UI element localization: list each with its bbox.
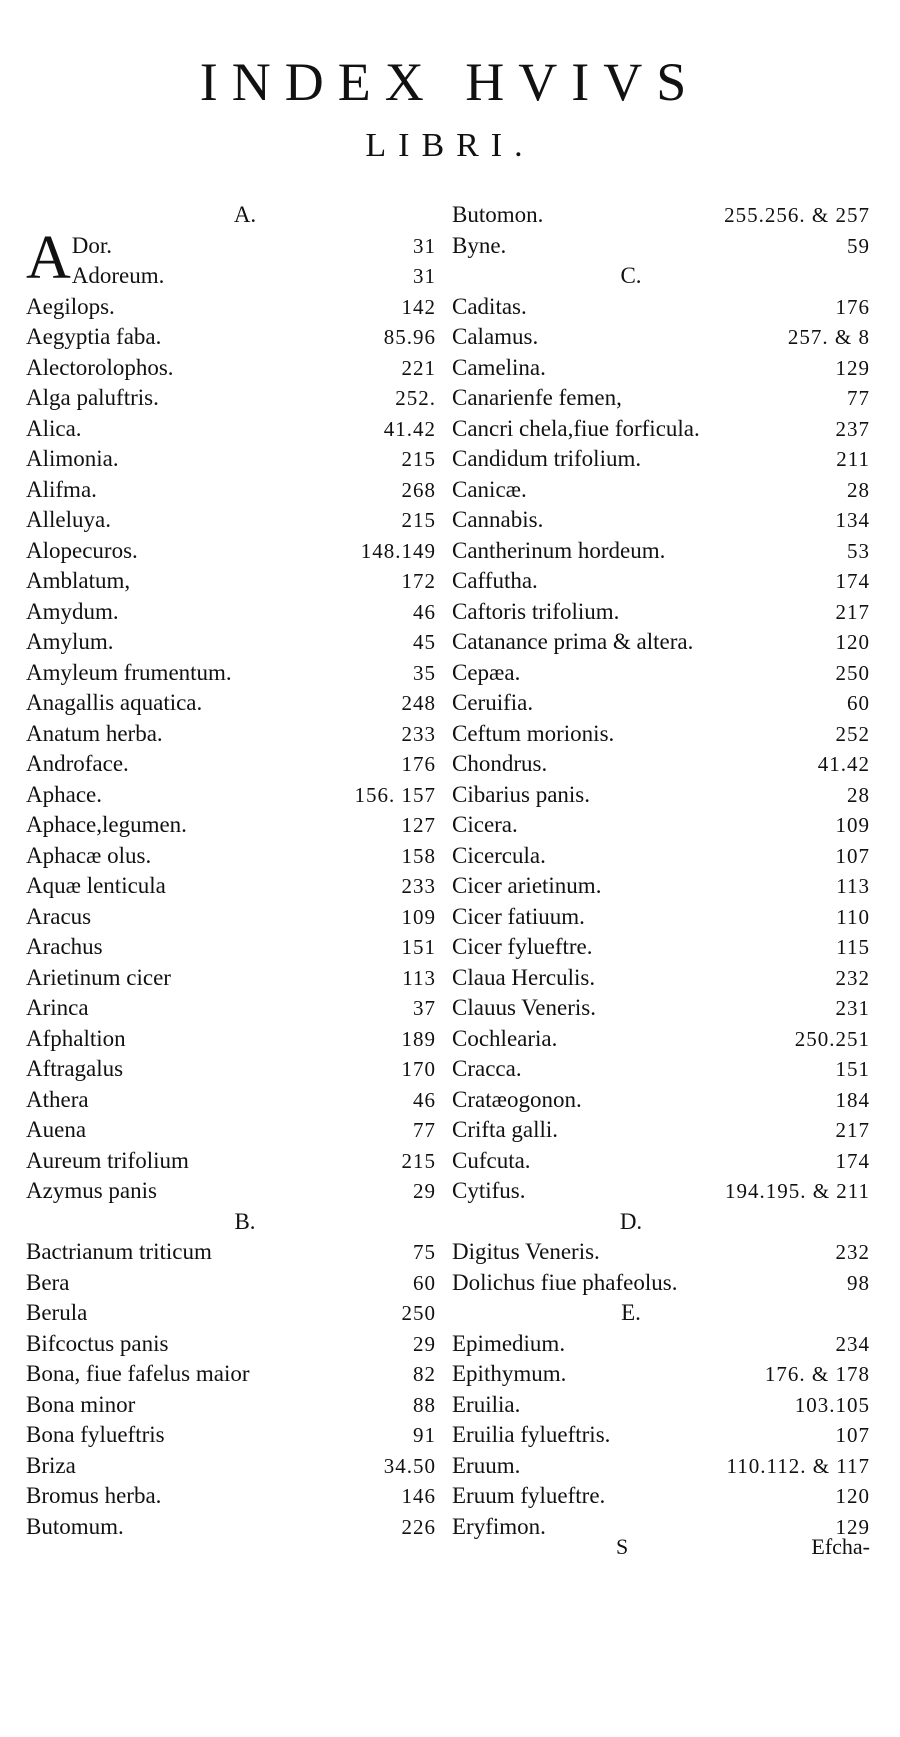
entry-term: Cicercula. [452,842,546,868]
entry-term: Cepæa. [452,659,521,685]
index-entry [26,1481,436,1512]
entry-term: Cicer arietinum. [452,873,602,898]
index-entry [452,1237,870,1268]
entry-page: 41.42 [383,416,436,441]
entry-page: 226 [401,1514,436,1539]
entry-term: Cannabis. [452,507,544,532]
entry-page: 217 [835,1118,870,1142]
entry-term: Berula [26,1300,88,1325]
entry-page: 176 [835,294,870,319]
entry-page: 113 [402,965,436,990]
index-entry [26,1115,436,1146]
entry-page: 77 [413,1118,436,1142]
entry-term: Alopecuros. [26,537,138,563]
section-heading-d: D. [619,1208,643,1234]
entry-term: Camelina. [452,354,546,380]
index-entry [26,658,436,689]
entry-page: 189 [401,1026,436,1051]
index-entry [452,780,870,811]
index-entry [26,505,436,536]
entry-page: 174 [835,1148,870,1173]
index-entry [26,1420,436,1451]
entry-term: Afphaltion [26,1025,126,1051]
entry-page: 31 [413,264,436,288]
index-entry [26,1054,436,1085]
entry-page: 60 [413,1270,436,1295]
entry-term: Chondrus. [452,751,548,776]
index-entry [452,231,870,262]
entry-list [452,200,870,261]
entry-page: 151 [835,1057,870,1081]
drop-cap-initial: A [26,223,71,292]
entry-page: 250 [401,1301,436,1325]
index-entry [452,1481,870,1512]
index-entry [452,1451,870,1482]
entry-page: 129 [835,1514,870,1539]
index-entry [452,1390,870,1421]
entry-term: Cochlearia. [452,1025,558,1051]
index-entry [26,444,436,475]
entry-term: Aureum trifolium [26,1147,189,1173]
index-entry [452,688,870,719]
index-entry [452,536,870,567]
index-entry [452,292,870,323]
entry-term: Dolichus fiue phafeolus. [452,1269,678,1295]
entry-page: 29 [413,1331,436,1356]
entry-page: 233 [401,721,436,746]
entry-term: Cancri chela,fiue forficula. [452,415,700,441]
entry-term: Claua Herculis. [452,964,596,990]
entry-page: 234 [835,1331,870,1356]
entry-term: Eruum. [452,1452,521,1478]
entry-term: Bactrianum triticum [26,1239,212,1264]
entry-page: 37 [413,996,436,1020]
entry-page: 211 [836,447,870,471]
entry-page: 250.251 [794,1026,870,1051]
index-entry [26,1085,436,1116]
page-title: INDEX HVIVS [199,52,701,112]
index-entry [452,1176,870,1207]
entry-term: Arinca [26,995,89,1020]
entry-term: Alectorolophos. [26,354,174,380]
entry-page: 35 [413,660,436,685]
entry-page: 29 [413,1179,436,1203]
entry-term: Caftoris trifolium. [452,598,620,624]
entry-term: Ceruifia. [452,690,534,715]
index-entry [452,200,870,231]
index-column-left [26,200,436,1542]
entry-page: 174 [835,569,870,593]
entry-page: 158 [401,843,436,868]
index-entry [26,414,436,445]
entry-term: Alleluya. [26,507,111,532]
entry-term: Eruilia fylueftris. [452,1422,611,1447]
entry-page: 115 [836,935,870,959]
entry-term: Canarienfe femen, [452,385,622,410]
index-entry [452,1420,870,1451]
entry-term: Catanance prima & altera. [452,629,694,654]
entry-term: Aphace,legumen. [26,812,187,837]
index-entry [26,353,436,384]
entry-term: Aquæ lenticula [26,873,166,898]
index-entry [452,1146,870,1177]
entry-page: 250 [835,660,870,685]
entry-page: 248 [401,691,436,715]
entry-term: Epithymum. [452,1361,567,1386]
entry-page: 237 [835,416,870,441]
index-entry [26,1024,436,1055]
entry-page: 268 [401,477,436,502]
page-subtitle: LIBRI. [365,127,535,164]
entry-term: Alimonia. [26,446,119,471]
index-entry [26,1298,436,1329]
entry-term: Eruum fylueftre. [452,1483,606,1508]
entry-term: Aegyptia faba. [26,324,162,349]
entry-term: Calamus. [452,324,539,349]
index-entry [26,597,436,628]
entry-term: Aracus [26,903,92,929]
entry-term: Candidum trifolium. [452,446,642,471]
index-entry [452,749,870,780]
entry-term: Auena [26,1117,87,1142]
entry-page: 232 [835,1240,870,1264]
entry-page: 215 [401,447,436,471]
entry-page: 252. [395,386,436,410]
index-entry [26,1176,436,1207]
index-entry [26,993,436,1024]
entry-page: 172 [401,569,436,593]
entry-term: Caditas. [452,293,527,319]
entry-term: Cytifus. [452,1178,526,1203]
entry-term: Amyleum frumentum. [26,659,232,685]
entry-term: Aegilops. [26,293,115,319]
index-entry [26,780,436,811]
entry-term: Athera [26,1086,89,1112]
index-entry [26,475,436,506]
index-entry [26,1451,436,1482]
index-entry [26,810,436,841]
index-entry [452,627,870,658]
index-entry [452,719,870,750]
entry-term: Bona fylueftris [26,1422,165,1447]
entry-page: 110.112. & 117 [726,1453,870,1478]
entry-page: 255.256. & 257 [724,203,870,227]
entry-page: 109 [401,904,436,929]
index-entry [26,322,436,353]
entry-page: 231 [835,996,870,1020]
index-entry [452,810,870,841]
entry-page: 109 [835,813,870,837]
index-entry [452,841,870,872]
section-heading-c: C. [620,263,642,288]
index-entry [452,993,870,1024]
index-entry [452,1115,870,1146]
entry-page: 103.105 [794,1392,870,1417]
entry-term: Dor. [71,232,113,258]
entry-term: Butomon. [452,202,544,227]
entry-term: Aphace. [26,781,102,807]
entry-list [452,1237,870,1298]
entry-term: Cufcuta. [452,1147,531,1173]
entry-page: 75 [413,1240,436,1264]
entry-term: Crifta galli. [452,1117,559,1142]
entry-term: Eruilia. [452,1391,521,1417]
entry-term: Butomum. [26,1513,124,1539]
entry-page: 170 [401,1057,436,1081]
index-column-right [452,200,870,1542]
entry-term: Bera [26,1269,70,1295]
entry-term: Amblatum, [26,568,131,593]
entry-term: Cicer fylueftre. [452,934,593,959]
entry-term: Byne. [452,232,507,258]
entry-list [452,1329,870,1543]
entry-term: Alifma. [26,476,97,502]
entry-page: 221 [401,355,436,380]
index-entry [452,322,870,353]
catchword: Efcha- [811,1534,870,1559]
index-entry [452,353,870,384]
index-entry [452,1329,870,1360]
entry-term: Aphacæ olus. [26,842,152,868]
entry-term: Cantherinum hordeum. [452,537,666,563]
index-entry [26,566,436,597]
index-entry [452,505,870,536]
entry-page: 215 [401,508,436,532]
index-entry [26,627,436,658]
entry-term: Alica. [26,415,82,441]
entry-term: Arietinum cicer [26,964,171,990]
entry-page: 28 [847,477,870,502]
entry-page: 151 [401,935,436,959]
index-entry [72,261,436,292]
index-entry [452,1268,870,1299]
index-entry [452,932,870,963]
entry-term: Alga paluftris. [26,385,159,410]
entry-page: 113 [836,874,870,898]
entry-term: Anatum herba. [26,720,163,746]
entry-term: Cracca. [452,1056,522,1081]
entry-term: Amydum. [26,598,119,624]
entry-term: Azymus panis [26,1178,157,1203]
entry-page: 60 [847,691,870,715]
entry-term: Bona minor [26,1391,136,1417]
entry-page: 46 [413,599,436,624]
index-entry [452,566,870,597]
entry-term: Aftragalus [26,1056,124,1081]
index-entry [26,1512,436,1543]
index-entry [452,1085,870,1116]
signature-mark: S [616,1534,629,1559]
entry-list [26,1237,436,1542]
entry-page: 53 [847,538,870,563]
index-entry [26,536,436,567]
entry-list [452,292,870,1207]
index-entry [26,1237,436,1268]
index-entry [452,475,870,506]
entry-page: 232 [835,965,870,990]
entry-page: 34.50 [383,1453,436,1478]
entry-page: 134 [835,508,870,532]
entry-page: 85.96 [383,325,436,349]
entry-page: 110 [836,904,870,929]
index-entry [452,444,870,475]
entry-term: Bifcoctus panis [26,1330,169,1356]
entry-term: Amylum. [26,629,114,654]
index-entry [26,1268,436,1299]
entry-page: 120 [835,1484,870,1508]
index-entry [26,871,436,902]
entry-term: Cicera. [452,812,518,837]
index-entry [26,719,436,750]
index-entry [452,963,870,994]
entry-page: 146 [401,1484,436,1508]
entry-page: 215 [401,1148,436,1173]
index-entry [452,1024,870,1055]
entry-term: Bona, fiue fafelus maior [26,1361,250,1386]
entry-term: Canicæ. [452,476,527,502]
entry-page: 41.42 [817,752,870,776]
entry-page: 156. 157 [354,782,436,807]
drop-cap-block [26,223,436,292]
index-entry [26,1390,436,1421]
index-entry [452,871,870,902]
index-entry [26,1359,436,1390]
entry-term: Bromus herba. [26,1483,162,1508]
entry-term: Digitus Veneris. [452,1239,600,1264]
index-entry [452,597,870,628]
entry-term: Arachus [26,934,103,959]
index-entry [452,414,870,445]
entry-page: 98 [847,1270,870,1295]
index-entry [452,658,870,689]
index-entry [452,383,870,414]
entry-page: 176 [401,752,436,776]
entry-page: 217 [835,599,870,624]
entry-term: Cratæogonon. [452,1086,582,1112]
index-entry [26,1146,436,1177]
entry-page: 176. & 178 [764,1362,870,1386]
entry-page: 184 [835,1087,870,1112]
entry-page: 127 [401,813,436,837]
entry-page: 91 [413,1423,436,1447]
entry-page: 148.149 [360,538,436,563]
entry-term: Anagallis aquatica. [26,690,203,715]
entry-page: 28 [847,782,870,807]
index-entry [72,231,436,262]
entry-term: Clauus Veneris. [452,995,596,1020]
entry-term: Epimedium. [452,1330,566,1356]
entry-page: 45 [413,630,436,654]
entry-page: 107 [835,843,870,868]
index-entry [26,749,436,780]
entry-page: 46 [413,1087,436,1112]
index-entry [26,1329,436,1360]
entry-term: Ceftum morionis. [452,720,615,746]
entry-term: Adoreum. [71,263,165,288]
index-entry [26,688,436,719]
entry-term: Androface. [26,751,129,776]
index-entry [26,841,436,872]
index-entry [452,1359,870,1390]
entry-page: 107 [835,1423,870,1447]
entry-page: 142 [401,294,436,319]
entry-term: Briza [26,1452,76,1478]
section-heading-b: B. [234,1208,256,1234]
entry-page: 31 [413,233,436,258]
index-entry [26,292,436,323]
entry-page: 257. & 8 [787,325,870,349]
entry-page: 88 [413,1392,436,1417]
entry-list [26,292,436,1207]
index-entry [26,932,436,963]
entry-page: 59 [847,233,870,258]
entry-term: Eryfimon. [452,1513,546,1539]
entry-term: Cibarius panis. [452,781,590,807]
index-entry [452,902,870,933]
index-entry [26,963,436,994]
entry-page: 82 [413,1362,436,1386]
section-heading-e: E. [621,1300,641,1325]
entry-term: Caffutha. [452,568,538,593]
section-heading-a: A. [233,202,257,227]
index-entry [26,383,436,414]
page-footer [452,1534,870,1560]
index-entry [26,902,436,933]
entry-page: 129 [835,355,870,380]
index-entry [452,1054,870,1085]
entry-page: 77 [847,386,870,410]
entry-page: 252 [835,721,870,746]
entry-page: 233 [401,874,436,898]
entry-term: Cicer fatiuum. [452,903,585,929]
entry-page: 194.195. & 211 [724,1179,870,1203]
entry-page: 120 [835,630,870,654]
